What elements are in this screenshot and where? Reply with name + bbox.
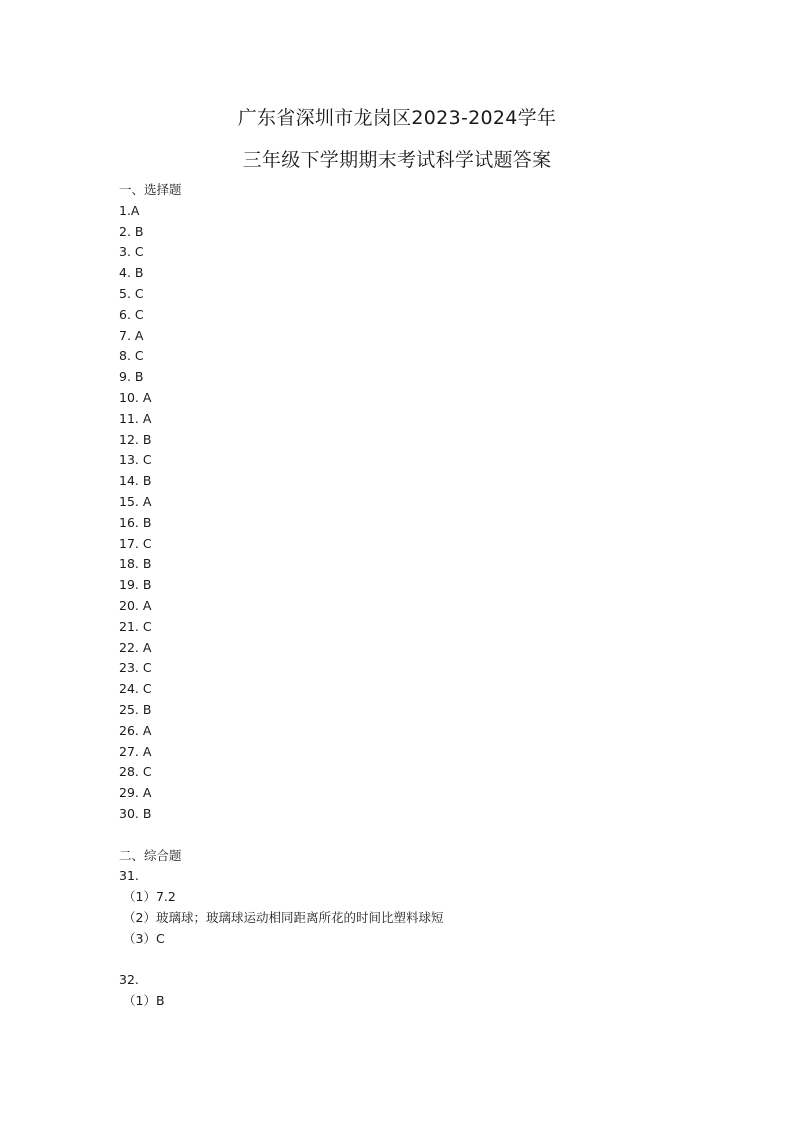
- question-part: （3）C: [123, 930, 165, 946]
- answer-item: 13. C: [119, 452, 152, 468]
- section2-heading: 二、综合题: [119, 847, 182, 863]
- answer-item: 5. C: [119, 285, 144, 301]
- answer-item: 24. C: [119, 681, 152, 697]
- answer-item: 27. A: [119, 743, 152, 759]
- document-title-line1: 广东省深圳市龙岗区2023-2024学年: [237, 107, 557, 129]
- answer-item: 1.A: [119, 202, 140, 218]
- answer-item: 2. B: [119, 223, 144, 239]
- question-31-block: [119, 866, 719, 949]
- answer-item: 29. A: [119, 785, 152, 801]
- question-spacer: [119, 949, 719, 970]
- multiple-choice-answer-list: [119, 201, 719, 825]
- question-32-block: [119, 970, 719, 1012]
- document-title-line2: 三年级下学期期末考试科学试题答案: [242, 149, 552, 171]
- section1-heading: 一、选择题: [119, 182, 182, 197]
- answer-item: 17. C: [119, 535, 152, 551]
- answer-item: 15. A: [119, 493, 152, 509]
- question-part: （1）B: [123, 993, 165, 1009]
- answer-item: 4. B: [119, 265, 144, 281]
- answer-item: 23. C: [119, 660, 152, 676]
- answer-item: 20. A: [119, 597, 152, 613]
- answer-item: 22. A: [119, 639, 152, 655]
- answer-item: 30. B: [119, 805, 152, 821]
- question-part: （2）玻璃球；玻璃球运动相同距离所花的时间比塑料球短: [123, 909, 444, 925]
- answer-content: [119, 180, 719, 1012]
- answer-item: 12. B: [119, 431, 152, 447]
- answer-item: 19. B: [119, 577, 152, 593]
- answer-item: 11. A: [119, 410, 152, 426]
- answer-item: 14. B: [119, 473, 152, 489]
- answer-item: 16. B: [119, 514, 152, 530]
- question-number: 32.: [119, 972, 139, 988]
- answer-item: 28. C: [119, 764, 152, 780]
- answer-item: 26. A: [119, 722, 152, 738]
- section-spacer: [119, 825, 719, 846]
- answer-item: 9. B: [119, 369, 144, 385]
- answer-item: 10. A: [119, 389, 152, 405]
- answer-item: 8. C: [119, 348, 144, 364]
- answer-item: 7. A: [119, 327, 144, 343]
- answer-item: 21. C: [119, 618, 152, 634]
- question-part: （1）7.2: [123, 889, 176, 905]
- question-number: 31.: [119, 868, 139, 884]
- answer-item: 3. C: [119, 244, 144, 260]
- answer-item: 6. C: [119, 306, 144, 322]
- answer-item: 18. B: [119, 556, 152, 572]
- answer-item: 25. B: [119, 701, 152, 717]
